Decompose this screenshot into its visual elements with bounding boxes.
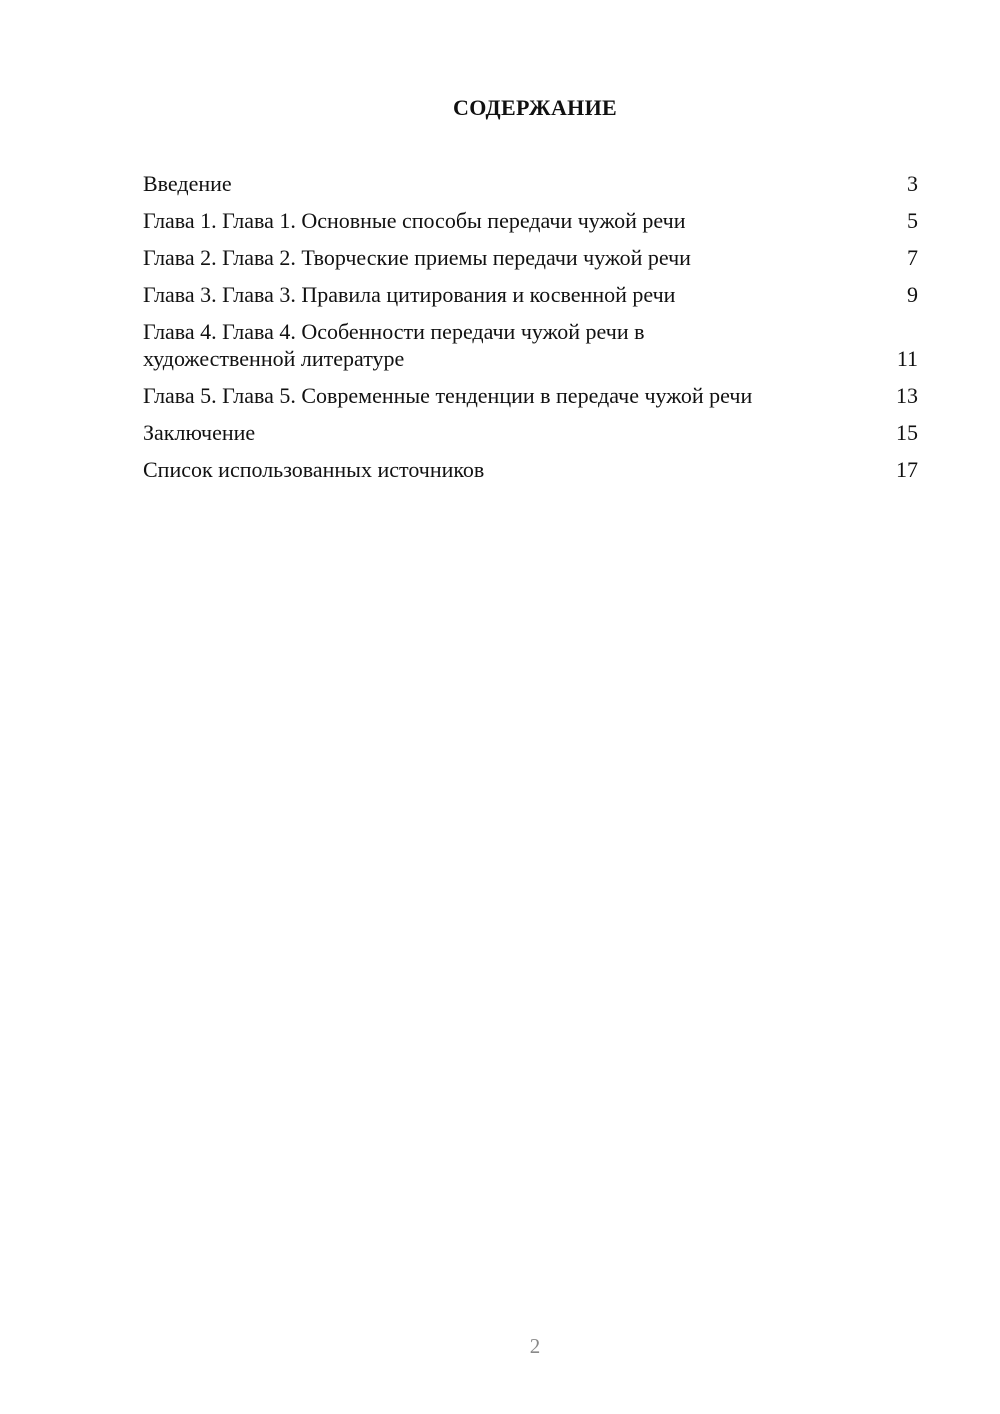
toc-list xyxy=(143,170,918,493)
toc-entry-references xyxy=(143,456,918,483)
toc-entry-page: 11 xyxy=(896,346,918,371)
toc-entry-introduction xyxy=(143,170,918,197)
toc-entry-text: Глава 3. Глава 3. Правила цитирования и косвенной речи xyxy=(143,282,676,307)
toc-entry-page: 15 xyxy=(896,420,918,445)
toc-entry-page: 5 xyxy=(907,208,918,233)
toc-entry-text: Глава 5. Глава 5. Современные тенденции в передаче чужой речи xyxy=(143,383,753,408)
toc-entry-page: 13 xyxy=(896,383,918,408)
toc-entry-page: 9 xyxy=(907,282,918,307)
page-number: 2 xyxy=(529,1334,541,1358)
toc-entry-conclusion xyxy=(143,419,918,446)
toc-entry-text: Глава 2. Глава 2. Творческие приемы передачи чужой речи xyxy=(143,245,691,270)
toc-entry-text: Список использованных источников xyxy=(143,457,485,482)
toc-entry-text: Введение xyxy=(143,171,232,196)
toc-entry-chapter-3 xyxy=(143,281,918,308)
toc-entry-chapter-1 xyxy=(143,207,918,234)
toc-entry-page: 3 xyxy=(907,171,918,196)
toc-entry-page: 17 xyxy=(896,457,918,482)
toc-entry-text: Заключение xyxy=(143,420,256,445)
toc-title: СОДЕРЖАНИЕ xyxy=(453,95,617,120)
toc-entry-text: Глава 1. Глава 1. Основные способы передачи чужой речи xyxy=(143,208,686,233)
toc-entry-chapter-4 xyxy=(143,318,918,372)
toc-entry-page: 7 xyxy=(907,245,918,270)
toc-entry-text: Глава 4. Глава 4. Особенности передачи чужой речи в художественной литературе xyxy=(143,319,645,371)
toc-entry-chapter-5 xyxy=(143,382,918,409)
toc-entry-chapter-2 xyxy=(143,244,918,271)
